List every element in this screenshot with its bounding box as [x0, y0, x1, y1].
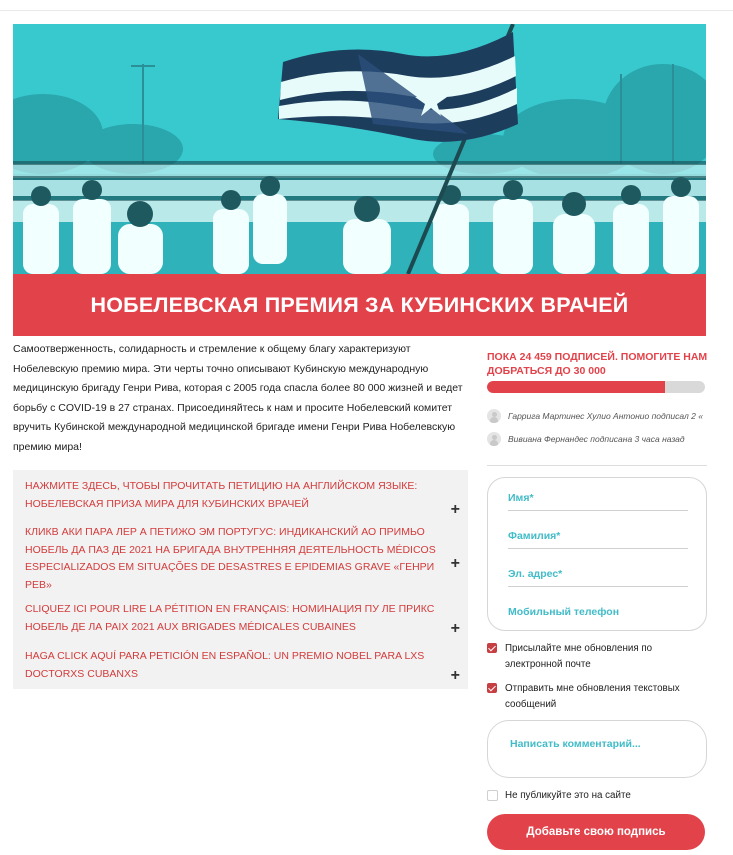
accordion-item-french[interactable]	[13, 601, 468, 641]
plus-icon[interactable]: +	[450, 667, 460, 684]
email-updates-label: Присылайте мне обновления по электронной почте	[505, 643, 653, 670]
plus-icon[interactable]: +	[450, 555, 460, 572]
recent-signer	[487, 432, 709, 448]
last-name-input[interactable]	[508, 524, 688, 549]
dont-publish-checkbox[interactable]	[487, 790, 498, 801]
dont-publish-label: Не публикуйте это на сайте	[505, 790, 631, 801]
email-updates-checkbox[interactable]	[487, 643, 497, 653]
accordion-label[interactable]: НАЖМИТЕ ЗДЕСЬ, ЧТОБЫ ПРОЧИТАТЬ ПЕТИЦИЮ НА АНГЛИЙСКОМ ЯЗЫКЕ: НОБЕЛЕВСКАЯ ПРИЗА МИРА ДЛЯ КУБИНСКИХ ВРАЧЕЙ	[25, 480, 418, 510]
progress-bar-fill	[487, 381, 665, 393]
petition-description: Самоотверженность, солидарность и стремление к общему благу характеризуют Нобелевскую премию мира. Эти черты точно описывают Кубинскую международную медицинскую бригаду Генри Рива, которая с 2005 года спасла более 80 000 жизней и ведет борьбу с COVID-19 в 27 странах. Присоединяйтесь к нам и просите Нобелевский комитет вручить Кубинской международной медицинской бригаде имени Генри Рива Нобелевскую премию мира!	[13, 343, 463, 453]
accordion-label[interactable]: КЛИКВ АКИ ПАРА ЛЕР А ПЕТИЖО ЭМ ПОРТУГУС: ИНДИКАНСКИЙ АО ПРИМЬО НОБЕЛЬ ДА ПАЗ ДЕ 2021 НА БРИГАДА ВНУТРЕННЯЯ ДЕЯТЕЛЬНОСТЬ MÉDICOS ESPECIALIZADOS EM SITUAÇÕES DE DESASTRES E EPIDEMIAS GRAVE «ГЕНРИ РЕВ»	[25, 526, 436, 591]
translations-accordion	[13, 470, 468, 689]
hero-image	[13, 24, 706, 274]
divider	[487, 465, 707, 466]
recent-signer-text: Гаррига Мартинес Хулио Антонио подписал 2 «	[508, 411, 703, 421]
comment-box[interactable]	[487, 720, 707, 778]
progress-bar	[487, 381, 705, 393]
first-name-input[interactable]	[508, 486, 688, 511]
avatar-icon	[487, 409, 501, 423]
sms-updates-option[interactable]	[487, 681, 709, 713]
recent-signer-text: Вивиана Фернандес подписана 3 часа назад	[508, 434, 685, 444]
top-divider	[0, 10, 733, 11]
add-signature-button[interactable]: Добавьте свою подпись	[487, 814, 705, 850]
plus-icon[interactable]: +	[450, 620, 460, 637]
dont-publish-option[interactable]	[487, 788, 709, 804]
email-input[interactable]	[508, 562, 688, 587]
signature-form-fields	[487, 477, 707, 631]
recent-signer	[487, 409, 709, 425]
petition-title-banner	[13, 274, 706, 336]
accordion-label[interactable]: CLIQUEZ ICI POUR LIRE LA PÉTITION EN FRANÇAIS: НОМИНАЦИЯ ПУ ЛЕ ПРИКС НОБЕЛЬ ДЕ ЛА PAIX 2021 AUX BRIGADES MÉDICALES CUBAINES	[25, 603, 435, 633]
email-updates-option[interactable]	[487, 641, 709, 673]
accordion-item-english[interactable]	[13, 478, 468, 518]
sms-updates-checkbox[interactable]	[487, 683, 497, 693]
petition-title: НОБЕЛЕВСКАЯ ПРЕМИЯ ЗА КУБИНСКИХ ВРАЧЕЙ	[90, 292, 629, 317]
avatar-icon	[487, 432, 501, 446]
hero-banner	[13, 24, 706, 336]
signature-count: ПОКА 24 459 ПОДПИСЕЙ. ПОМОГИТЕ НАМ ДОБРАТЬСЯ ДО 30 000	[487, 351, 708, 377]
comment-input[interactable]	[508, 736, 692, 760]
accordion-item-spanish[interactable]	[13, 648, 468, 688]
plus-icon[interactable]: +	[450, 501, 460, 518]
accordion-label[interactable]: HAGA CLICK AQUÍ PARA PETICIÓN EN ESPAÑOL: UN PREMIO NOBEL PARA LXS DOCTORXS CUBANXS	[25, 650, 425, 680]
accordion-item-portuguese[interactable]	[13, 524, 468, 591]
phone-input[interactable]	[508, 600, 688, 624]
sms-updates-label: Отправить мне обновления текстовых сообщений	[505, 683, 680, 710]
